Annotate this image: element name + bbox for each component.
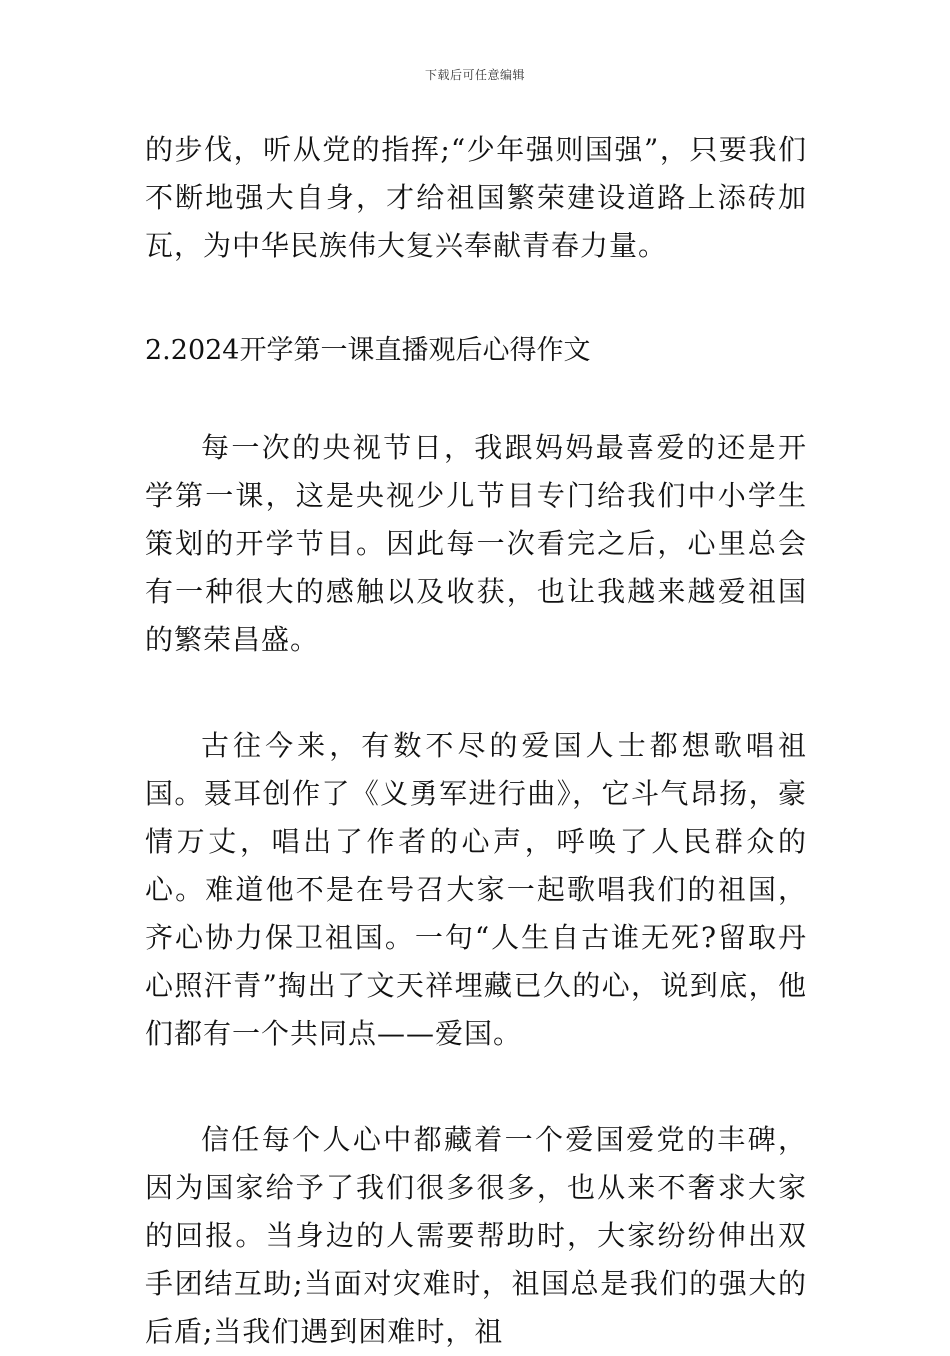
document-body xyxy=(145,126,807,1356)
paragraph: 信任每个人心中都藏着一个爱国爱党的丰碑，因为国家给予了我们很多很多，也从来不奢求大家的回报。当身边的人需要帮助时，大家纷纷伸出双手团结互助;当面对灾难时，祖国总是我们的强大的后盾;当我们遇到困难时，祖 xyxy=(145,1123,807,1348)
section-heading: 2.2024开学第一课直播观后心得作文 xyxy=(145,335,591,366)
paragraph: 每一次的央视节日，我跟妈妈最喜爱的还是开学第一课，这是央视少儿节目专门给我们中小学生策划的开学节目。因此每一次看完之后，心里总会有一种很大的感触以及收获，也让我越来越爱祖国的繁荣昌盛。 xyxy=(145,431,807,656)
page-header: 下载后可任意编辑 xyxy=(424,68,525,82)
paragraph-continuation: 的步伐，听从党的指挥;“少年强则国强”，只要我们不断地强大自身，才给祖国繁荣建设道路上添砖加瓦，为中华民族伟大复兴奉献青春力量。 xyxy=(145,133,807,262)
paragraph: 古往今来，有数不尽的爱国人士都想歌唱祖国。聂耳创作了《义勇军进行曲》，它斗气昂扬，豪情万丈，唱出了作者的心声，呼唤了人民群众的心。难道他不是在号召大家一起歌唱我们的祖国，齐心协力保卫祖国。一句“人生自古谁无死?留取丹心照汗青”掏出了文天祥埋藏已久的心，说到底，他们都有一个共同点——爱国。 xyxy=(145,729,807,1050)
